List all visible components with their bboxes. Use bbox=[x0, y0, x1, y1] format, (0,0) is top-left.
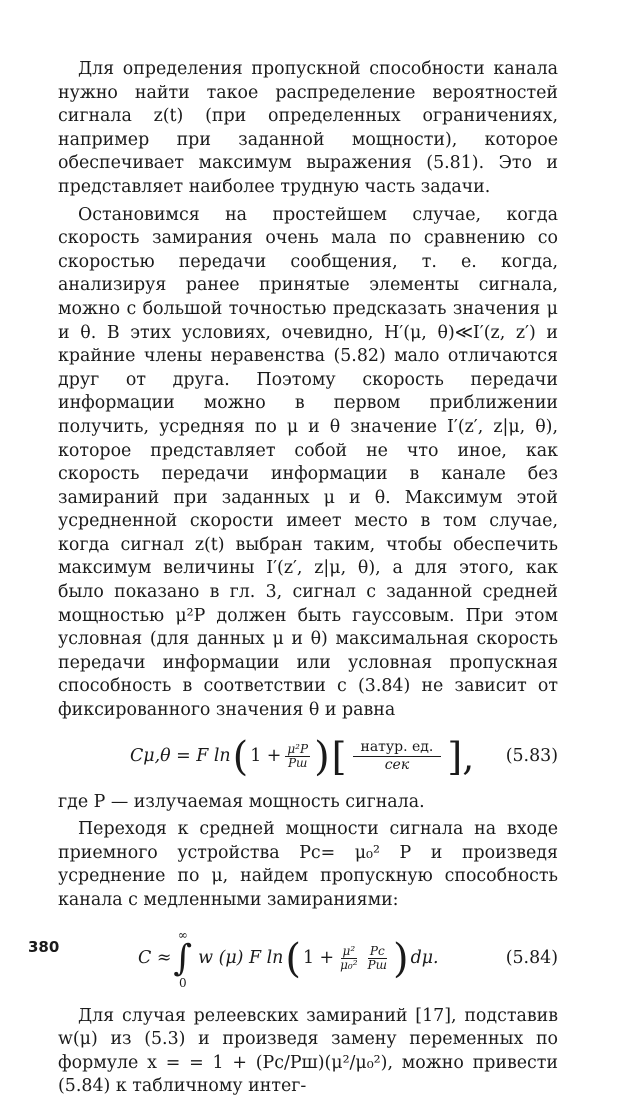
paragraph-2: Остановимся на простейшем случае, когда скорость замирания очень мала по сравнению со скоростью передачи сообщения, т. е. когда, анализируя ранее принятые элементы сигнала, можно с большой точностью предсказать значения μ и θ. В этих условиях, очевидно, H′(μ, θ)≪I′(z, z′) и крайние члены неравенства (5.82) мало отличаются друг от друга. Поэтому скорость передачи информации можно в первом приближении получить, усредняя по μ и θ значение I′(z′, z|μ, θ), которое представляет собой не что иное, как скорость передачи информации в канале без замираний при заданных μ и θ. Максимум этой усредненной скорости имеет место в том случае, когда сигнал z(t) выбран таким, чтобы обеспечить максимум величины I′(z′, z|μ, θ), а для этого, как было показано в гл. 3, сигнал с заданной средней мощностью μ²P должен быть гауссовым. При этом условная (для данных μ и θ) максимальная скорость передачи информации или условная пропускная способность в соответствии с (3.84) не зависит от фиксированного значения θ и равна bbox=[58, 204, 558, 721]
integral-sign: ∞ ∫ 0 bbox=[173, 927, 193, 990]
eq583-lhs: Cμ,θ = F ln bbox=[130, 745, 231, 766]
eq583-one: 1 + bbox=[250, 745, 282, 766]
eq584-number: (5.84) bbox=[505, 947, 558, 968]
eq583-fraction: $\frac{\text{μ²P}}{Pш}$ bbox=[287, 742, 309, 771]
equation-5-83: Cμ,θ = F ln ( 1 + $\frac{\text{μ²P}}{Pш}$ ) [ натур. ед. сек ], (5.83) bbox=[130, 733, 558, 780]
page-number: 380 bbox=[28, 938, 60, 956]
equation-5-84: C ≈ ∞ ∫ 0 w (μ) F ln ( 1 + $\frac{\text{μ²}}{\text{μ₀²}}$ $\frac{Pс}{Pш}$ ) dμ. (5.84) bbox=[138, 927, 558, 990]
eq584-lhs: C ≈ bbox=[138, 947, 172, 968]
eq584-fraction-mu: $\frac{\text{μ²}}{\text{μ₀²}}$ bbox=[340, 944, 358, 973]
page-body bbox=[58, 58, 558, 1099]
eq584-integrand: w (μ) F ln bbox=[198, 947, 284, 968]
paragraph-5: Для случая релеевских замираний [17], подставив w(μ) из (5.3) и произведя замену переменных по формуле x = = 1 + (Pс/Pш)(μ²/μ₀²), можно привести (5.84) к табличному интег- bbox=[58, 1005, 558, 1097]
paragraph-3: где P — излучаемая мощность сигнала. bbox=[58, 791, 425, 812]
eq584-fraction-p: $\frac{Pс}{Pш}$ bbox=[367, 944, 387, 973]
eq583-number: (5.83) bbox=[505, 745, 558, 766]
eq583-unit: натур. ед. сек bbox=[353, 739, 442, 774]
paragraph-4: Переходя к средней мощности сигнала на входе приемного устройства Pс= μ₀² P и произведя усреднение по μ, найдем пропускную способность канала с медленными замираниями: bbox=[58, 819, 558, 910]
paragraph-1: Для определения пропускной способности канала нужно найти такое распределение вероятностей сигнала z(t) (при определенных ограничениях, например при заданной мощности), которое обеспечивает максимум выражения (5.81). Это и представляет наиболее трудную часть задачи. bbox=[58, 59, 558, 197]
